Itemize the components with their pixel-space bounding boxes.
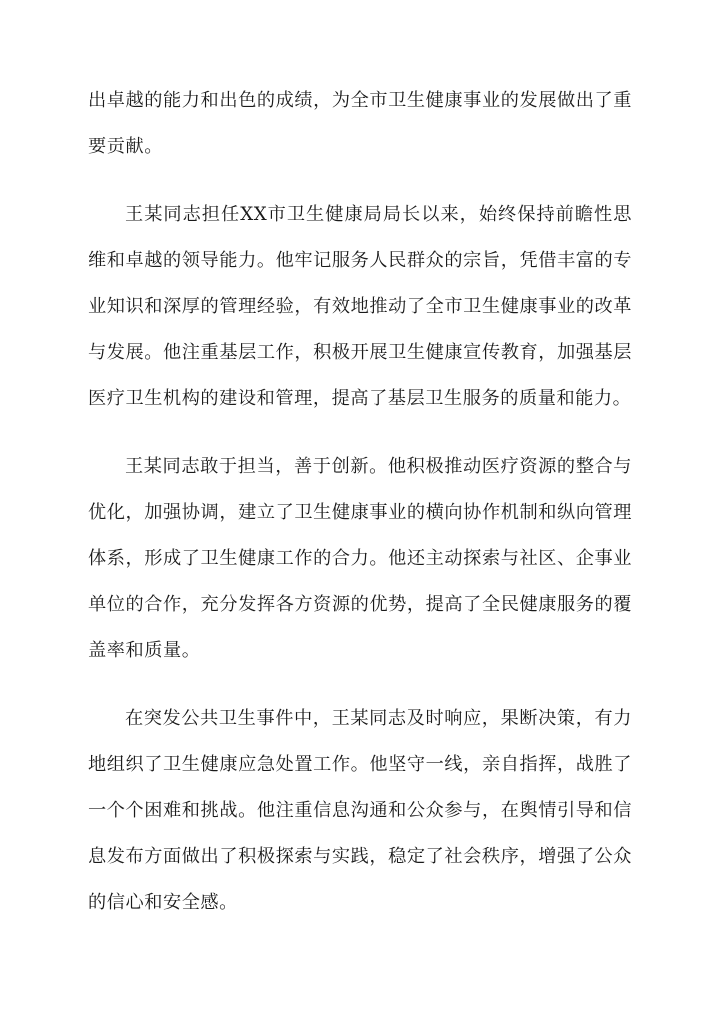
paragraph-continuation: 出卓越的能力和出色的成绩，为全市卫生健康事业的发展做出了重要贡献。 — [88, 90, 632, 157]
document-body — [88, 78, 632, 948]
paragraph-leadership: 王某同志担任XX市卫生健康局局长以来，始终保持前瞻性思维和卓越的领导能力。他牢记服务人民群众的宗旨，凭借丰富的专业知识和深厚的管理经验，有效地推动了全市卫生健康事业的改革与发展。他注重基层工作，积极开展卫生健康宣传教育，加强基层医疗卫生机构的建设和管理，提高了基层卫生服务的质量和能力。 — [88, 204, 632, 409]
paragraph-emergency-response: 在突发公共卫生事件中，王某同志及时响应，果断决策，有力地组织了卫生健康应急处置工作。他坚守一线，亲自指挥，战胜了一个个困难和挑战。他注重信息沟通和公众参与，在舆情引导和信息发布方面做出了积极探索与实践，稳定了社会秩序，增强了公众的信心和安全感。 — [88, 708, 632, 913]
paragraph-innovation: 王某同志敢于担当，善于创新。他积极推动医疗资源的整合与优化，加强协调，建立了卫生健康事业的横向协作机制和纵向管理体系，形成了卫生健康工作的合力。他还主动探索与社区、企事业单位的合作，充分发挥各方资源的优势，提高了全民健康服务的覆盖率和质量。 — [88, 456, 632, 661]
